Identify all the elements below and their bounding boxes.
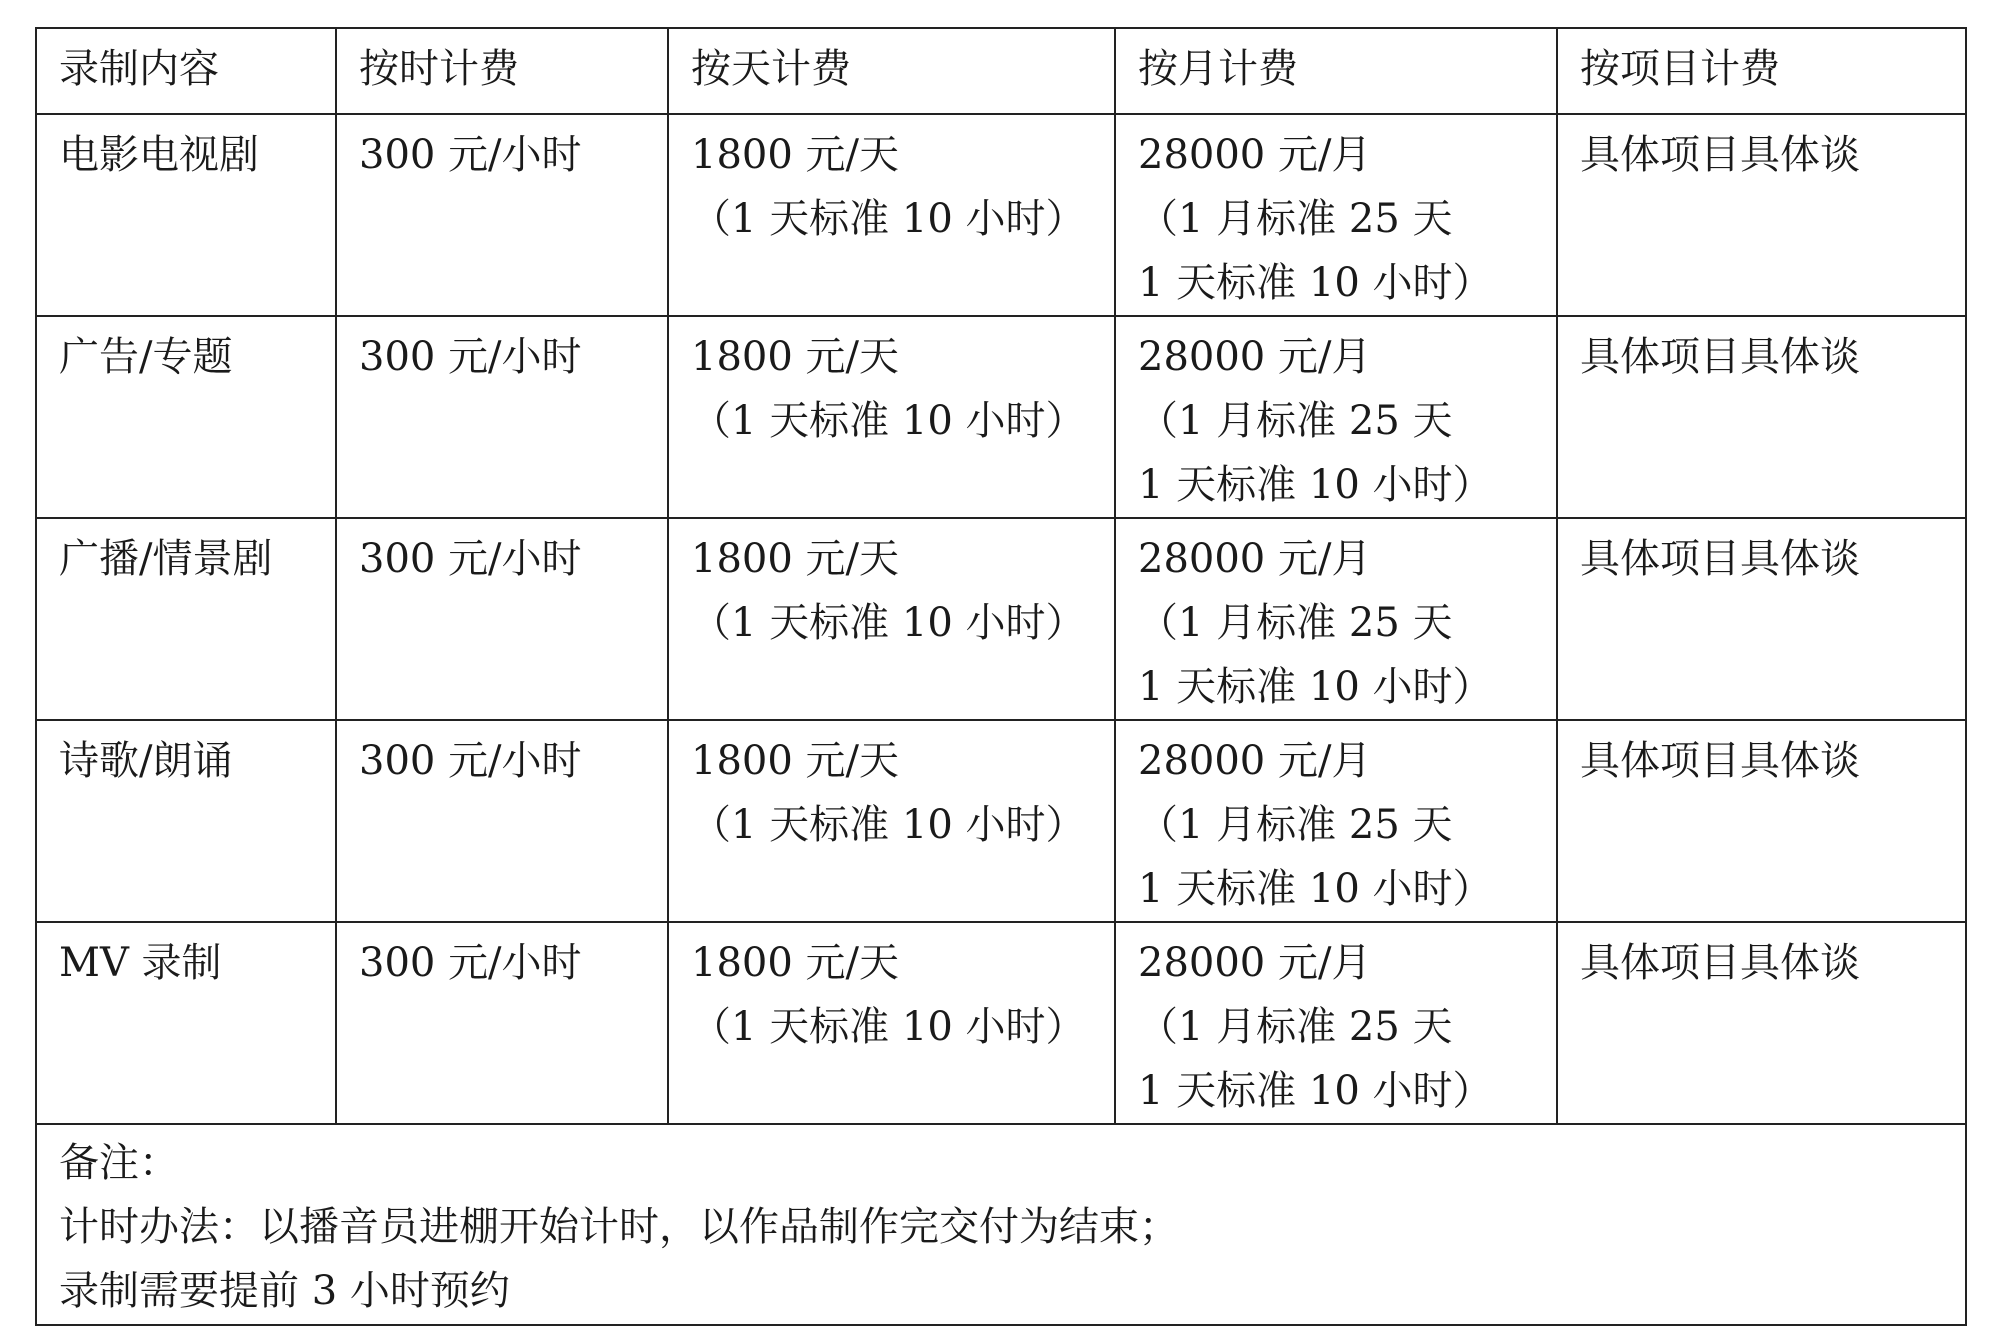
monthly-price-cell — [1115, 518, 1557, 720]
daily-note: （1 天标准 10 小时） — [691, 600, 1086, 646]
table-header-row — [36, 28, 1966, 114]
daily-price: 1800 元/天 — [691, 738, 899, 784]
content-cell: 广播/情景剧 — [36, 518, 336, 720]
hourly-price-cell: 300 元/小时 — [336, 720, 668, 922]
monthly-note-days: （1 月标准 25 天 — [1138, 398, 1453, 444]
monthly-price: 28000 元/月 — [1138, 334, 1372, 380]
project-price-cell: 具体项目具体谈 — [1557, 114, 1966, 316]
daily-price: 1800 元/天 — [691, 132, 899, 178]
content-cell: 广告/专题 — [36, 316, 336, 518]
daily-price: 1800 元/天 — [691, 536, 899, 582]
monthly-note-hours: 1 天标准 10 小时） — [1138, 1068, 1493, 1114]
monthly-price-cell — [1115, 922, 1557, 1124]
hourly-price-cell: 300 元/小时 — [336, 922, 668, 1124]
header-cell-hourly: 按时计费 — [336, 28, 668, 114]
hourly-price-cell: 300 元/小时 — [336, 316, 668, 518]
notes-row — [36, 1124, 1966, 1325]
header-cell-project: 按项目计费 — [1557, 28, 1966, 114]
table-row — [36, 114, 1966, 316]
header-cell-monthly: 按月计费 — [1115, 28, 1557, 114]
monthly-price-cell — [1115, 114, 1557, 316]
daily-note: （1 天标准 10 小时） — [691, 196, 1086, 242]
monthly-price-cell — [1115, 316, 1557, 518]
daily-price-cell — [668, 114, 1115, 316]
notes-title: 备注： — [59, 1140, 179, 1186]
monthly-note-days: （1 月标准 25 天 — [1138, 600, 1453, 646]
hourly-price-cell: 300 元/小时 — [336, 518, 668, 720]
daily-price-cell — [668, 720, 1115, 922]
daily-note: （1 天标准 10 小时） — [691, 802, 1086, 848]
notes-timing-rule: 计时办法：以播音员进棚开始计时，以作品制作完交付为结束； — [59, 1204, 1179, 1250]
monthly-note-hours: 1 天标准 10 小时） — [1138, 462, 1493, 508]
daily-price: 1800 元/天 — [691, 940, 899, 986]
monthly-note-days: （1 月标准 25 天 — [1138, 196, 1453, 242]
monthly-note-days: （1 月标准 25 天 — [1138, 802, 1453, 848]
project-price-cell: 具体项目具体谈 — [1557, 316, 1966, 518]
content-cell: 电影电视剧 — [36, 114, 336, 316]
project-price-cell: 具体项目具体谈 — [1557, 518, 1966, 720]
project-price-cell: 具体项目具体谈 — [1557, 720, 1966, 922]
table-row — [36, 518, 1966, 720]
notes-cell — [36, 1124, 1966, 1325]
monthly-note-hours: 1 天标准 10 小时） — [1138, 866, 1493, 912]
hourly-price-cell: 300 元/小时 — [336, 114, 668, 316]
content-cell: MV 录制 — [36, 922, 336, 1124]
monthly-price: 28000 元/月 — [1138, 536, 1372, 582]
monthly-price-cell — [1115, 720, 1557, 922]
table-row — [36, 720, 1966, 922]
daily-price-cell — [668, 316, 1115, 518]
daily-note: （1 天标准 10 小时） — [691, 398, 1086, 444]
table-row — [36, 316, 1966, 518]
project-price-cell: 具体项目具体谈 — [1557, 922, 1966, 1124]
table-row — [36, 922, 1966, 1124]
monthly-price: 28000 元/月 — [1138, 738, 1372, 784]
header-cell-daily: 按天计费 — [668, 28, 1115, 114]
monthly-note-days: （1 月标准 25 天 — [1138, 1004, 1453, 1050]
pricing-table — [35, 27, 1967, 1326]
daily-price-cell — [668, 518, 1115, 720]
content-cell: 诗歌/朗诵 — [36, 720, 336, 922]
notes-booking-rule: 录制需要提前 3 小时预约 — [59, 1268, 510, 1314]
daily-note: （1 天标准 10 小时） — [691, 1004, 1086, 1050]
monthly-price: 28000 元/月 — [1138, 940, 1372, 986]
monthly-price: 28000 元/月 — [1138, 132, 1372, 178]
monthly-note-hours: 1 天标准 10 小时） — [1138, 664, 1493, 710]
daily-price: 1800 元/天 — [691, 334, 899, 380]
daily-price-cell — [668, 922, 1115, 1124]
header-cell-content: 录制内容 — [36, 28, 336, 114]
monthly-note-hours: 1 天标准 10 小时） — [1138, 260, 1493, 306]
